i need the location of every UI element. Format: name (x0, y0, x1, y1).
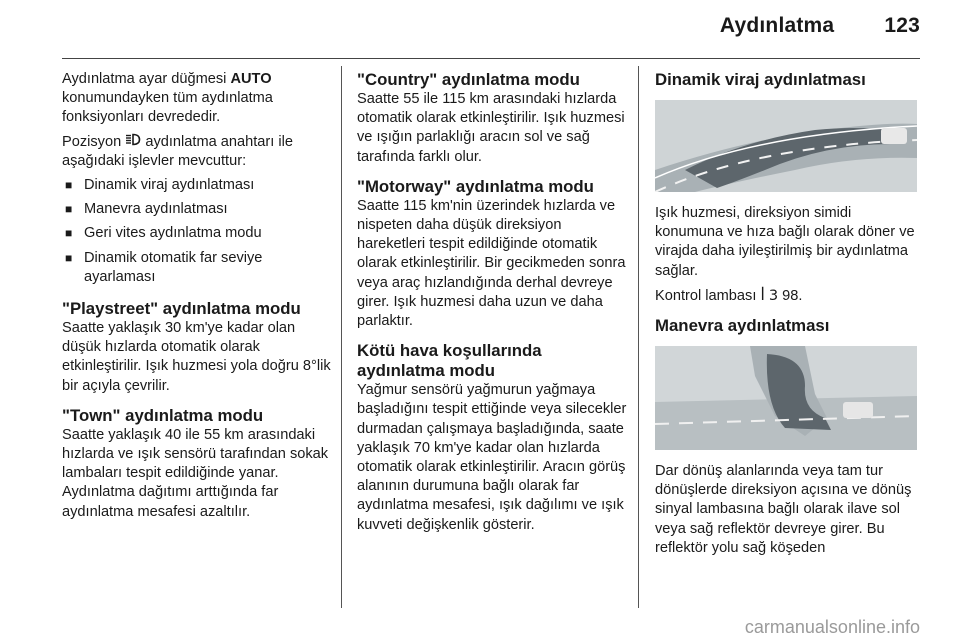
column-2 (357, 70, 629, 545)
paragraph-town: Saatte yaklaşık 40 ile 55 km arasındaki hızlarda ve ışık sensörü tarafından sokak lambaları tespit edildiğinde yanar. Aydınlatma dağıtımı arttığında far aydınlatma mesafesi azaltılır. (62, 426, 329, 520)
list-item: ■ Dinamik otomatik far seviye ayarlaması (62, 249, 332, 287)
paragraph-control-lamp: Kontrol lambası ꟾ 3 98. (655, 286, 803, 304)
paragraph-maneuver: Dar dönüş alanlarında veya tam tur dönüşlerde direksiyon açısına ve dönüş sinyal lambasına bağlı olarak ilave sol veya sağ reflektör devreye girer. Bu reflektör yolu sağ köşeden (655, 463, 912, 556)
column-1 (62, 70, 332, 532)
list-item: ■ Geri vites aydınlatma modu (62, 224, 332, 243)
column-divider (638, 66, 639, 608)
paragraph-auto: Aydınlatma ayar düğmesi AUTO konumundayken tüm aydınlatma fonksiyonları devrededir. (62, 71, 273, 126)
heading-dynamic-curve: Dinamik viraj aydınlatması (655, 70, 866, 89)
headlight-icon (125, 134, 141, 150)
dynamic-curve-illustration (655, 100, 917, 192)
maneuver-illustration (655, 346, 917, 450)
page-number: 123 (884, 14, 920, 37)
warning-lamp-icon: ꟾ (760, 286, 765, 304)
column-3 (655, 70, 920, 563)
heading-bad-weather: Kötü hava koşullarında aydınlatma modu (357, 341, 542, 381)
heading-motorway: "Motorway" aydınlatma modu (357, 176, 594, 196)
column-divider (341, 66, 342, 608)
heading-town: "Town" aydınlatma modu (62, 405, 264, 425)
list-item: ■ Dinamik viraj aydınlatması (62, 176, 332, 195)
section-title: Aydınlatma (719, 14, 835, 37)
paragraph-country: Saatte 55 ile 115 km arasındaki hızlarda otomatik olarak etkinleştirilir. Işık huzmesi ve ışığın parlaklığı aracın sol ve sağ tarafında farklı olur. (357, 91, 625, 165)
paragraph-dynamic-curve: Işık huzmesi, direksiyon simidi konumuna ve hıza bağlı olarak döner ve virajda daha iyileştirilmiş bir aydınlatma sağlar. (655, 205, 915, 279)
feature-list (62, 176, 332, 287)
heading-maneuver: Manevra aydınlatması (655, 316, 830, 336)
paragraph-position: Pozisyon aydınlatma anahtarı ile aşağıdaki işlevler mevcuttur: (62, 133, 293, 169)
page-header (720, 14, 920, 38)
paragraph-motorway: Saatte 115 km'nin üzerindek hızlarda ve nispeten daha düşük direksiyon hareketleri tespit edildiğinde otomatik olarak etkinleştirilir. Bir gecikmeden sonra veya araç hızlandığında derhal devreye girer. Işık huzmesi daha uzun ve daha parlaktır. (357, 197, 626, 330)
auto-label: AUTO (230, 71, 272, 87)
paragraph-bad-weather: Yağmur sensörü yağmurun yağmaya başladığını tespit ettiğinde veya silecekler durmadan çalışmaya başladığında, saate yaklaşık 70 km'ye kadar olan hızlarda otomatik olarak etkinleştirilir. Aracın görüş alanının durumuna bağlı olarak far aydınlatma mesafesi, ışık dağılımı ve ışık kuvveti değişkenlik gösterir. (357, 382, 627, 533)
header-rule (62, 58, 920, 59)
list-item: ■ Manevra aydınlatması (62, 200, 332, 219)
watermark: carmanualsonline.info (744, 617, 920, 637)
page-reference-arrow-icon: 3 (768, 286, 779, 304)
heading-playstreet: "Playstreet" aydınlatma modu (62, 299, 301, 319)
paragraph-playstreet: Saatte yaklaşık 30 km'ye kadar olan düşük hızlarda otomatik olarak etkinleştirilir. Işık huzmesi yola doğru 8°lik bir açıyla çevrilir. (62, 320, 331, 394)
heading-country: "Country" aydınlatma modu (357, 70, 580, 89)
